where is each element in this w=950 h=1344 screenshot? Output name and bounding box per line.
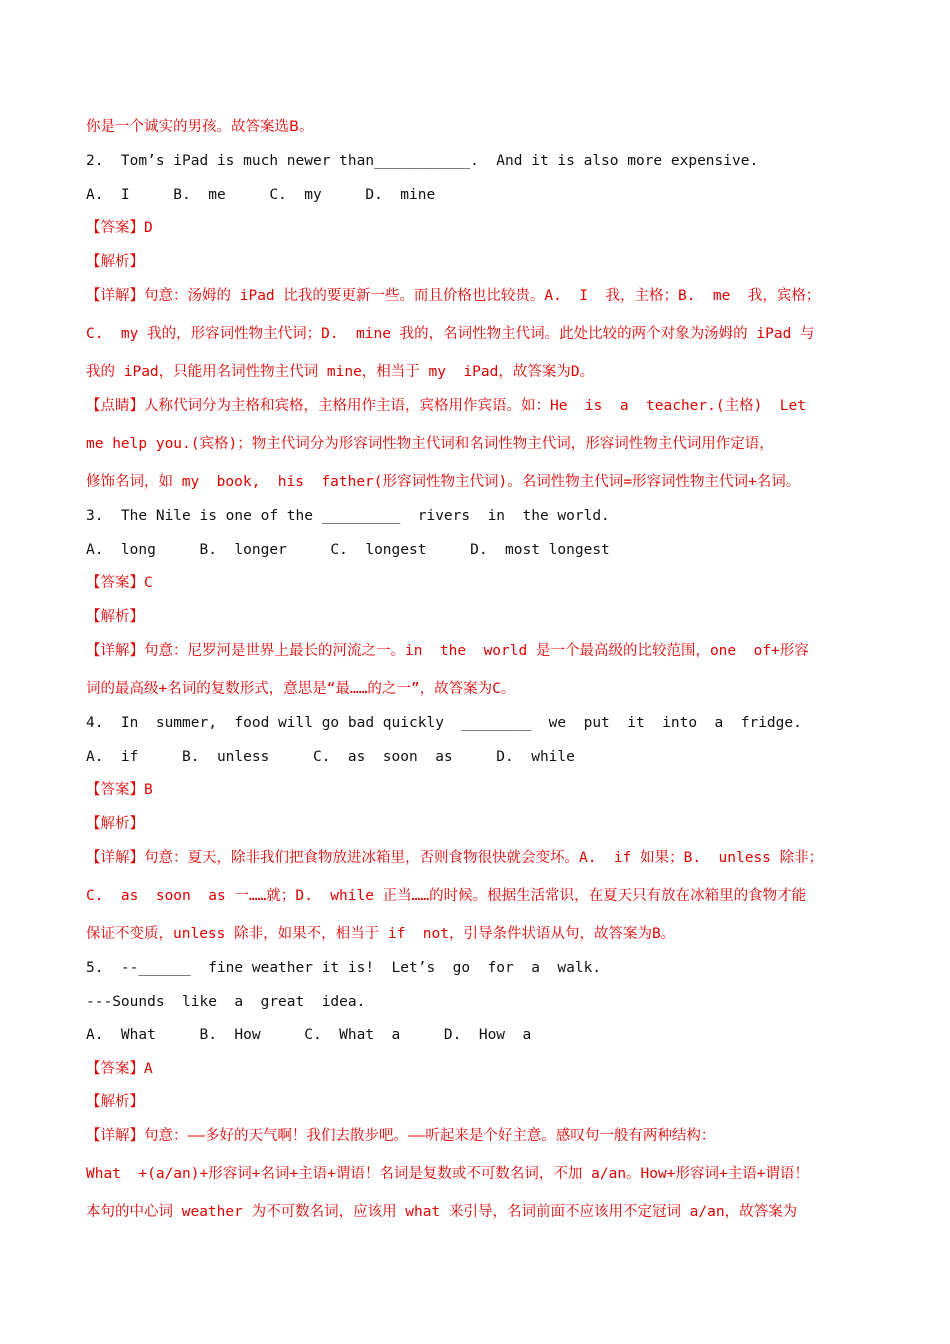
- analysis-heading-q2: 【解析】: [86, 254, 144, 270]
- explanation-line: 你是一个诚实的男孩。故答案选B。: [86, 119, 314, 135]
- answer-q4: 【答案】B: [86, 782, 153, 798]
- explanation-line: 【详解】句意：夏天，除非我们把食物放进冰箱里，否则食物很快就会变坏。A. if 如果；B. unless 除非；: [86, 850, 824, 866]
- explanation-line: C. my 我的，形容词性物主代词；D. mine 我的，名词性物主代词。此处比较的两个对象为汤姆的 iPad 与: [86, 326, 815, 342]
- explanation-line: 【详解】句意：汤姆的 iPad 比我的要更新一些。而且价格也比较贵。A. I 我，主格；B. me 我，宾格；: [86, 288, 821, 304]
- answer-q2: 【答案】D: [86, 220, 153, 236]
- explanation-line: 词的最高级+名词的复数形式，意思是“最……的之一”，故答案为C。: [86, 681, 516, 697]
- question-4: 4. In summer, food will go bad quickly ________ we put it into a fridge.: [86, 715, 802, 731]
- question-5-reply: ---Sounds like a great idea.: [86, 994, 366, 1010]
- options-q4: A. if B. unless C. as soon as D. while: [86, 749, 575, 765]
- options-q2: A. I B. me C. my D. mine: [86, 187, 436, 203]
- explanation-line: 保证不变质，unless 除非，如果不，相当于 if not，引导条件状语从句，故答案为B。: [86, 926, 676, 942]
- options-q5: A. What B. How C. What a D. How a: [86, 1027, 532, 1043]
- analysis-heading-q3: 【解析】: [86, 609, 144, 625]
- answer-q3: 【答案】C: [86, 575, 153, 591]
- explanation-line: C. as soon as 一……就；D. while 正当……的时候。根据生活常识，在夏天只有放在冰箱里的食物才能: [86, 888, 807, 904]
- question-5: 5. --______ fine weather it is! Let’s go for a walk.: [86, 960, 602, 976]
- question-3: 3. The Nile is one of the _________ rivers in the world.: [86, 508, 610, 524]
- tip-line: 【点睛】人称代词分为主格和宾格，主格用作主语，宾格用作宾语。如：He is a teacher.(主格) Let: [86, 398, 806, 414]
- options-q3: A. long B. longer C. longest D. most longest: [86, 542, 610, 558]
- answer-q5: 【答案】A: [86, 1061, 153, 1077]
- explanation-line: 本句的中心词 weather 为不可数名词，应该用 what 来引导，名词前面不应该用不定冠词 a/an，故答案为: [86, 1204, 798, 1220]
- tip-line: 修饰名词，如 my book, his father(形容词性物主代词)。名词性物主代词=形容词性物主代词+名词。: [86, 474, 801, 490]
- analysis-heading-q4: 【解析】: [86, 816, 144, 832]
- explanation-line: 【详解】句意：——多好的天气啊！我们去散步吧。——听起来是个好主意。感叹句一般有两种结构：: [86, 1128, 716, 1144]
- explanation-line: What +(a/an)+形容词+名词+主语+谓语！名词是复数或不可数名词，不加 a/an。How+形容词+主语+谓语！: [86, 1166, 809, 1182]
- explanation-line: 我的 iPad，只能用名词性物主代词 mine，相当于 my iPad，故答案为D。: [86, 364, 595, 380]
- analysis-heading-q5: 【解析】: [86, 1094, 144, 1110]
- explanation-line: 【详解】句意：尼罗河是世界上最长的河流之一。in the world 是一个最高级的比较范围，one of+形容: [86, 643, 809, 659]
- tip-line: me help you.(宾格)；物主代词分为形容词性物主代词和名词性物主代词，形容词性物主代词用作定语，: [86, 436, 774, 452]
- question-2: 2. Tom’s iPad is much newer than___________. And it is also more expensive.: [86, 153, 759, 169]
